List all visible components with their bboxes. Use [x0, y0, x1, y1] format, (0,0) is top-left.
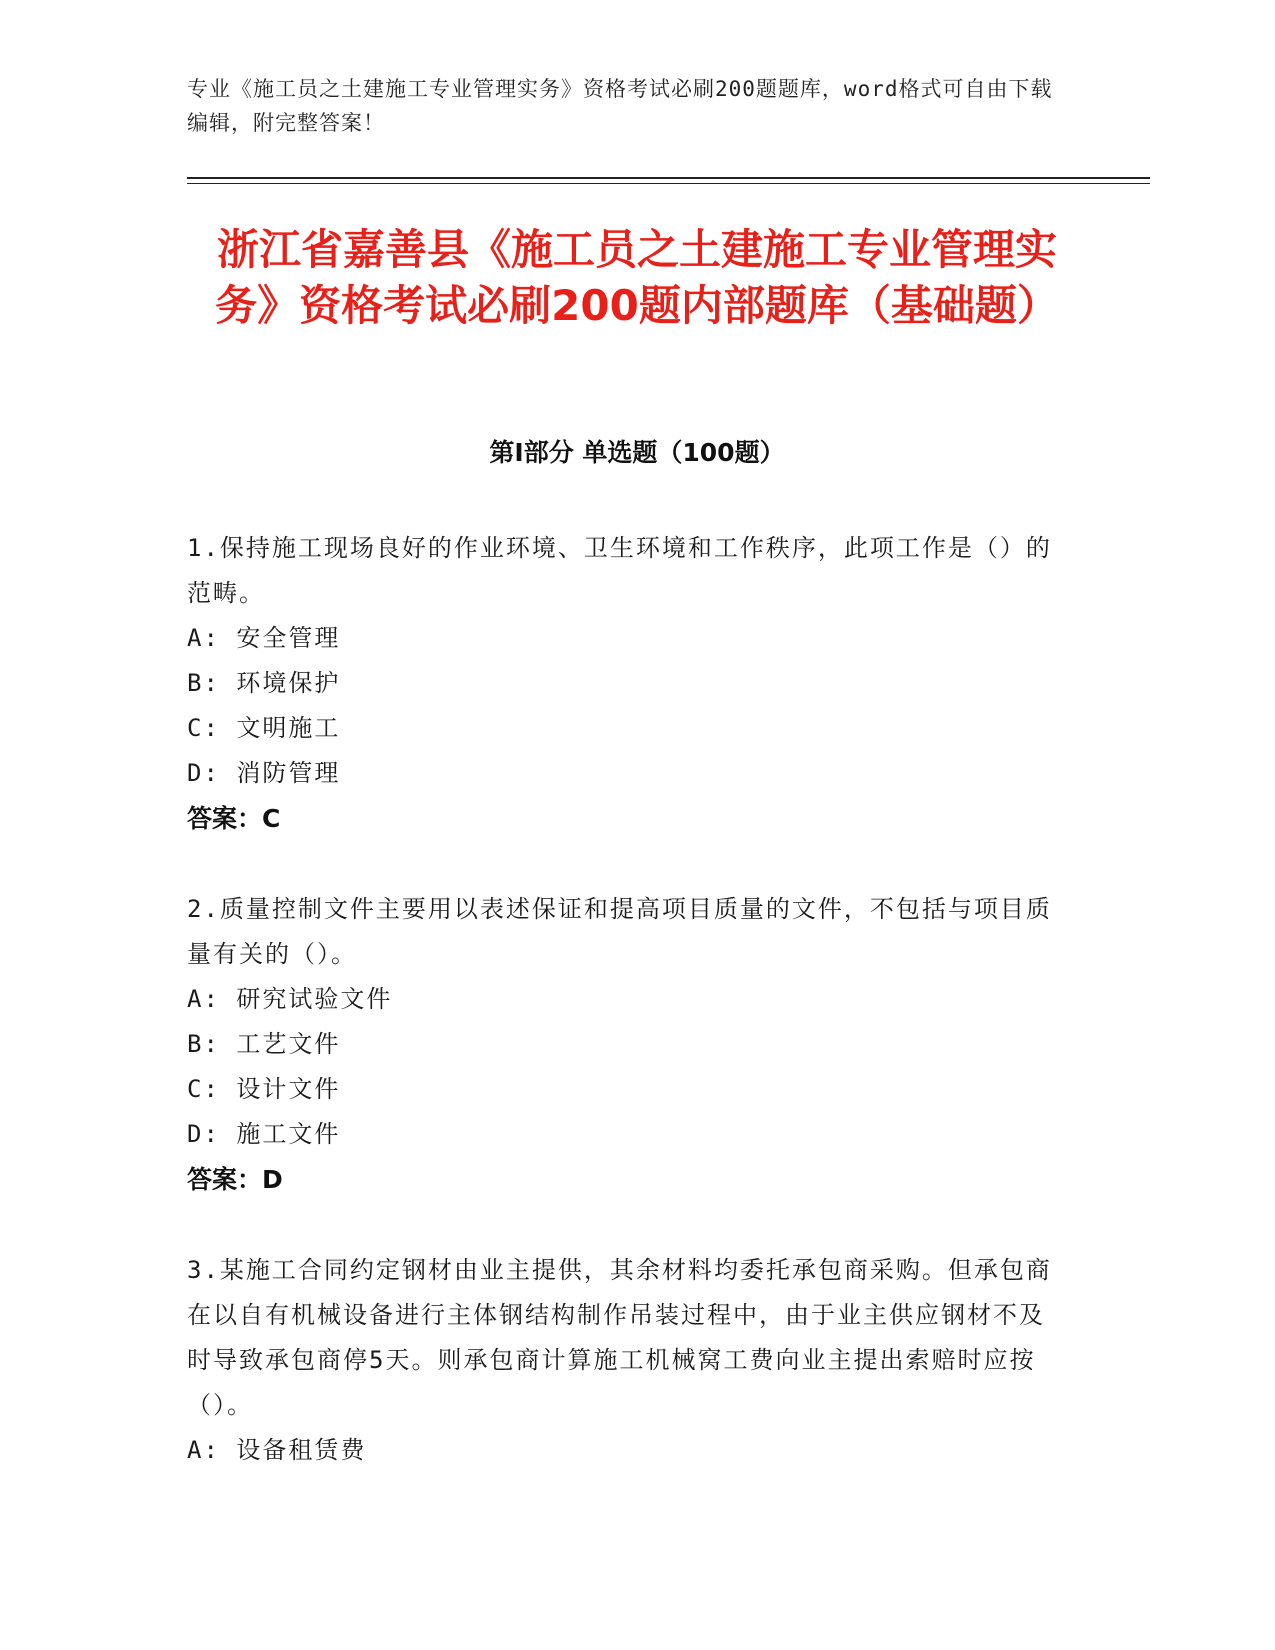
- question-3: [187, 1248, 1067, 1473]
- header-note: 专业《施工员之土建施工专业管理实务》资格考试必刷200题题库，word格式可自由下载编辑，附完整答案！: [187, 77, 1053, 135]
- header-divider-thick: [187, 177, 1150, 179]
- option-b: B: 工艺文件: [187, 1030, 341, 1058]
- question-2: [187, 887, 1067, 1202]
- answer: 答案：C: [187, 804, 281, 833]
- option-a: A: 设备租赁费: [187, 1436, 367, 1464]
- option-d: D: 施工文件: [187, 1120, 341, 1148]
- question-1: [187, 526, 1067, 841]
- option-a: A: 研究试验文件: [187, 985, 393, 1013]
- option-c: C: 文明施工: [187, 714, 341, 742]
- header-divider-thin: [187, 183, 1150, 184]
- question-text: 2.质量控制文件主要用以表述保证和提高项目质量的文件，不包括与项目质量有关的（）。: [187, 895, 1052, 968]
- question-text: 3.某施工合同约定钢材由业主提供，其余材料均委托承包商采购。但承包商在以自有机械设备进行主体钢结构制作吊装过程中，由于业主供应钢材不及时导致承包商停5天。则承包商计算施工机械窝工费向业主提出索赔时应按（）。: [187, 1256, 1052, 1419]
- option-b: B: 环境保护: [187, 669, 341, 697]
- option-a: A: 安全管理: [187, 624, 341, 652]
- option-d: D: 消防管理: [187, 759, 341, 787]
- question-text: 1.保持施工现场良好的作业环境、卫生环境和工作秩序，此项工作是（）的范畴。: [187, 534, 1052, 607]
- document-title: 浙江省嘉善县《施工员之土建施工专业管理实务》资格考试必刷200题内部题库（基础题）: [215, 225, 1059, 330]
- option-c: C: 设计文件: [187, 1075, 341, 1103]
- question-list: [187, 526, 1067, 1519]
- answer: 答案：D: [187, 1165, 283, 1194]
- section-title: 第Ⅰ部分 单选题（100题）: [489, 438, 785, 467]
